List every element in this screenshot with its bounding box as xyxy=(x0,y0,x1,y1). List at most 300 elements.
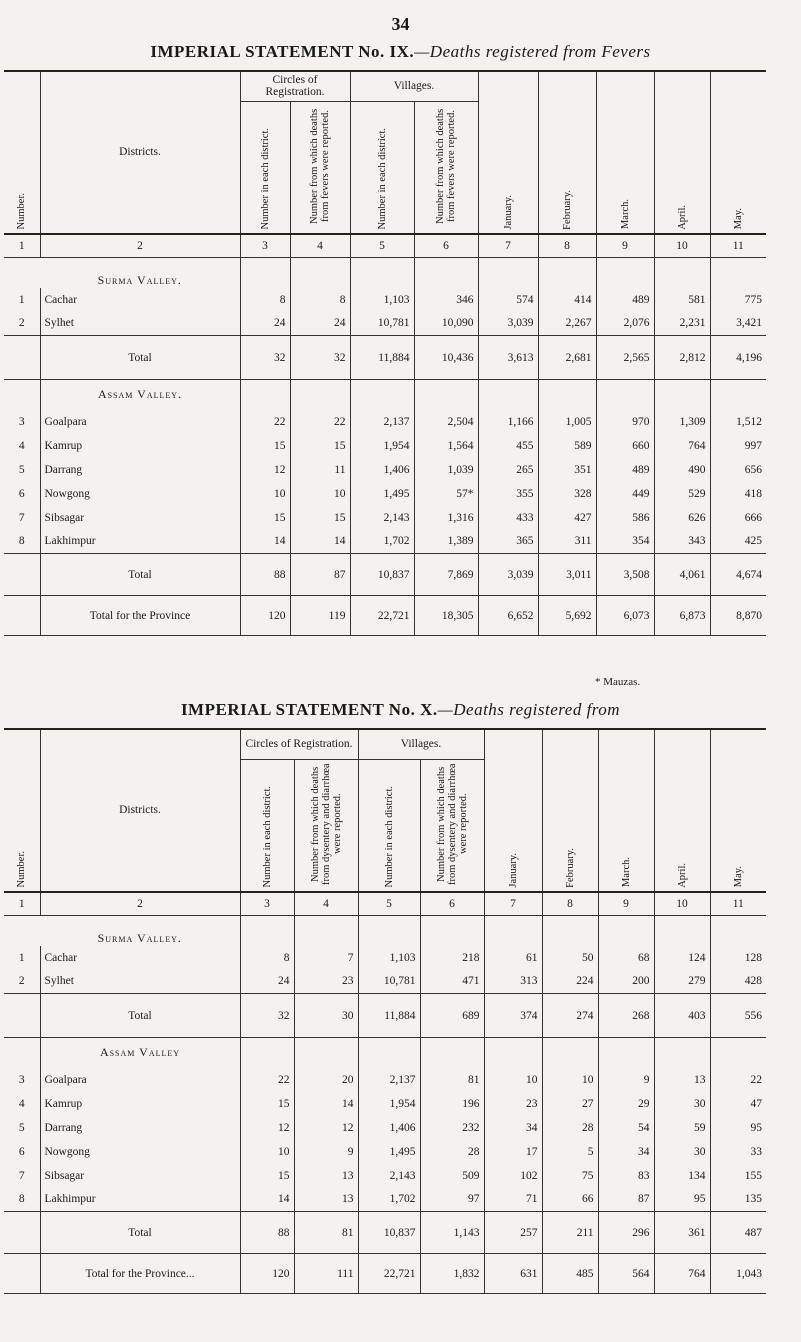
section-assam-valley: Assam Valley xyxy=(40,1038,240,1068)
cell-may: 666 xyxy=(710,506,766,530)
cell-c-rep: 81 xyxy=(294,1212,358,1254)
cell-apr: 134 xyxy=(654,1164,710,1188)
column-number: 2 xyxy=(40,892,240,916)
cell-c-rep: 24 xyxy=(290,312,350,336)
cell-feb: 2,267 xyxy=(538,312,596,336)
cell-feb: 589 xyxy=(538,434,596,458)
section-assam-valley: Assam Valley. xyxy=(40,380,240,410)
assam-total-row xyxy=(4,1212,766,1254)
cell-c-rep: 12 xyxy=(294,1116,358,1140)
column-number: 6 xyxy=(420,892,484,916)
cell-v-rep: 10,436 xyxy=(414,336,478,380)
row-number: 2 xyxy=(18,975,25,988)
cell-v-num: 1,406 xyxy=(358,1116,420,1140)
cell-c-rep: 13 xyxy=(294,1188,358,1212)
cell-may: 8,870 xyxy=(710,596,766,636)
cell-c-num: 14 xyxy=(240,1188,294,1212)
cell-feb: 211 xyxy=(542,1212,598,1254)
page-number: 34 xyxy=(391,14,410,34)
cell-mar: 489 xyxy=(596,458,654,482)
march-header: March. xyxy=(598,729,654,892)
column-number: 3 xyxy=(240,892,294,916)
cell-c-num: 24 xyxy=(240,970,294,994)
column-number: 8 xyxy=(542,892,598,916)
column-number: 10 xyxy=(654,234,710,258)
cell-v-num: 2,137 xyxy=(358,1068,420,1092)
surma-total-row xyxy=(4,336,766,380)
table-row xyxy=(4,1068,766,1092)
cell-c-num: 24 xyxy=(240,312,290,336)
cell-feb: 50 xyxy=(542,946,598,970)
cell-apr: 6,873 xyxy=(654,596,710,636)
cell-v-num: 2,143 xyxy=(350,506,414,530)
cell-feb: 427 xyxy=(538,506,596,530)
district-name: Sylhet xyxy=(40,970,240,994)
district-name: Lakhimpur xyxy=(40,1188,240,1212)
row-number: 5 xyxy=(18,1121,25,1134)
number-header: Number. xyxy=(16,851,28,888)
cell-mar: 6,073 xyxy=(596,596,654,636)
column-number: 7 xyxy=(478,234,538,258)
section-surma-valley: Surma Valley. xyxy=(97,930,182,945)
cell-apr: 2,812 xyxy=(654,336,710,380)
villages-reported-header: Number from which deaths from fevers were reported. xyxy=(414,101,478,234)
cell-jan: 6,652 xyxy=(478,596,538,636)
table-row xyxy=(4,434,766,458)
cell-v-num: 22,721 xyxy=(358,1254,420,1294)
column-number: 3 xyxy=(240,234,290,258)
cell-v-num: 11,884 xyxy=(350,336,414,380)
cell-feb: 2,681 xyxy=(538,336,596,380)
cell-v-num: 2,137 xyxy=(350,410,414,434)
cell-may: 22 xyxy=(710,1068,766,1092)
column-number: 8 xyxy=(538,234,596,258)
cell-feb: 27 xyxy=(542,1092,598,1116)
row-number: 2 xyxy=(18,317,25,330)
cell-feb: 485 xyxy=(542,1254,598,1294)
cell-jan: 257 xyxy=(484,1212,542,1254)
column-number: 5 xyxy=(358,892,420,916)
cell-feb: 5,692 xyxy=(538,596,596,636)
cell-mar: 660 xyxy=(596,434,654,458)
circles-reported-header: Number from which deaths from fevers were reported. xyxy=(290,101,350,234)
assam-total-row xyxy=(4,554,766,596)
cell-feb: 351 xyxy=(538,458,596,482)
districts-header: Districts. xyxy=(40,729,240,892)
villages-reported-header: Number from which deaths from dysentery and diarrhœa were reported. xyxy=(420,759,484,892)
cell-jan: 102 xyxy=(484,1164,542,1188)
april-header: April. xyxy=(654,71,710,234)
row-number: 8 xyxy=(18,535,25,548)
villages-number-header: Number in each district. xyxy=(358,759,420,892)
cell-jan: 455 xyxy=(478,434,538,458)
cell-c-num: 32 xyxy=(240,336,290,380)
cell-v-rep: 1,389 xyxy=(414,530,478,554)
column-number: 9 xyxy=(596,234,654,258)
cell-c-rep: 30 xyxy=(294,994,358,1038)
district-name: Sibsagar xyxy=(40,1164,240,1188)
table-row xyxy=(4,1140,766,1164)
cell-c-num: 15 xyxy=(240,506,290,530)
cell-c-num: 88 xyxy=(240,554,290,596)
cell-v-num: 1,495 xyxy=(358,1140,420,1164)
cell-v-rep: 218 xyxy=(420,946,484,970)
cell-v-rep: 1,564 xyxy=(414,434,478,458)
cell-v-rep: 232 xyxy=(420,1116,484,1140)
district-name: Nowgong xyxy=(40,1140,240,1164)
cell-v-rep: 7,869 xyxy=(414,554,478,596)
district-name: Darrang xyxy=(40,1116,240,1140)
row-number: 7 xyxy=(18,511,25,524)
cell-jan: 374 xyxy=(484,994,542,1038)
cell-c-num: 15 xyxy=(240,434,290,458)
cell-c-num: 10 xyxy=(240,1140,294,1164)
cell-may: 135 xyxy=(710,1188,766,1212)
cell-may: 128 xyxy=(710,946,766,970)
cell-v-num: 22,721 xyxy=(350,596,414,636)
cell-feb: 1,005 xyxy=(538,410,596,434)
cell-jan: 17 xyxy=(484,1140,542,1164)
january-header: January. xyxy=(484,729,542,892)
cell-feb: 328 xyxy=(538,482,596,506)
cell-feb: 414 xyxy=(538,288,596,312)
row-number: 1 xyxy=(18,293,25,306)
column-number: 10 xyxy=(654,892,710,916)
table-row xyxy=(4,288,766,312)
cell-c-rep: 111 xyxy=(294,1254,358,1294)
circles-reported-header: Number from which deaths from dysentery and diarrhœa were reported. xyxy=(294,759,358,892)
cell-apr: 529 xyxy=(654,482,710,506)
column-number: 11 xyxy=(710,234,766,258)
cell-apr: 279 xyxy=(654,970,710,994)
table-row xyxy=(4,482,766,506)
table-row xyxy=(4,970,766,994)
cell-jan: 61 xyxy=(484,946,542,970)
january-header: January. xyxy=(478,71,538,234)
district-name: Nowgong xyxy=(40,482,240,506)
column-number: 11 xyxy=(710,892,766,916)
cell-c-rep: 11 xyxy=(290,458,350,482)
district-name: Sylhet xyxy=(40,312,240,336)
cell-c-rep: 119 xyxy=(290,596,350,636)
cell-apr: 490 xyxy=(654,458,710,482)
cell-c-rep: 8 xyxy=(290,288,350,312)
column-number: 5 xyxy=(350,234,414,258)
cell-may: 47 xyxy=(710,1092,766,1116)
cell-mar: 268 xyxy=(598,994,654,1038)
column-number: 6 xyxy=(414,234,478,258)
cell-may: 95 xyxy=(710,1116,766,1140)
february-header: February. xyxy=(542,729,598,892)
cell-v-num: 2,143 xyxy=(358,1164,420,1188)
column-number-row xyxy=(4,892,766,916)
cell-jan: 34 xyxy=(484,1116,542,1140)
villages-group-header: Villages. xyxy=(350,71,478,101)
row-number: 3 xyxy=(18,415,25,428)
table-row xyxy=(4,1188,766,1212)
cell-apr: 30 xyxy=(654,1140,710,1164)
cell-v-num: 1,702 xyxy=(350,530,414,554)
cell-v-rep: 57* xyxy=(414,482,478,506)
cell-jan: 355 xyxy=(478,482,538,506)
cell-v-num: 1,954 xyxy=(358,1092,420,1116)
cell-mar: 9 xyxy=(598,1068,654,1092)
cell-feb: 224 xyxy=(542,970,598,994)
cell-jan: 71 xyxy=(484,1188,542,1212)
cell-mar: 200 xyxy=(598,970,654,994)
cell-c-num: 14 xyxy=(240,530,290,554)
cell-mar: 354 xyxy=(596,530,654,554)
cell-c-rep: 13 xyxy=(294,1164,358,1188)
cell-may: 418 xyxy=(710,482,766,506)
cell-jan: 3,039 xyxy=(478,312,538,336)
cell-apr: 764 xyxy=(654,434,710,458)
cell-v-rep: 346 xyxy=(414,288,478,312)
cell-apr: 403 xyxy=(654,994,710,1038)
cell-c-rep: 7 xyxy=(294,946,358,970)
statement-ix-table xyxy=(4,70,766,636)
table-row xyxy=(4,1092,766,1116)
cell-apr: 343 xyxy=(654,530,710,554)
villages-number-header: Number in each district. xyxy=(350,101,414,234)
cell-mar: 489 xyxy=(596,288,654,312)
district-name: Darrang xyxy=(40,458,240,482)
cell-mar: 68 xyxy=(598,946,654,970)
cell-mar: 87 xyxy=(598,1188,654,1212)
may-header: May. xyxy=(710,729,766,892)
cell-apr: 764 xyxy=(654,1254,710,1294)
cell-apr: 2,231 xyxy=(654,312,710,336)
table-row xyxy=(4,458,766,482)
row-number: 4 xyxy=(18,439,25,452)
cell-v-rep: 97 xyxy=(420,1188,484,1212)
total-label: Total xyxy=(40,994,240,1038)
cell-may: 428 xyxy=(710,970,766,994)
february-header: February. xyxy=(538,71,596,234)
cell-jan: 433 xyxy=(478,506,538,530)
cell-c-rep: 87 xyxy=(290,554,350,596)
cell-mar: 449 xyxy=(596,482,654,506)
cell-may: 4,674 xyxy=(710,554,766,596)
row-number: 1 xyxy=(18,951,25,964)
cell-c-rep: 14 xyxy=(290,530,350,554)
cell-v-num: 11,884 xyxy=(358,994,420,1038)
province-total-row xyxy=(4,596,766,636)
cell-v-num: 10,837 xyxy=(358,1212,420,1254)
cell-c-num: 8 xyxy=(240,946,294,970)
cell-jan: 365 xyxy=(478,530,538,554)
cell-may: 1,512 xyxy=(710,410,766,434)
cell-mar: 586 xyxy=(596,506,654,530)
cell-apr: 124 xyxy=(654,946,710,970)
cell-c-num: 32 xyxy=(240,994,294,1038)
april-header: April. xyxy=(654,729,710,892)
cell-v-rep: 28 xyxy=(420,1140,484,1164)
cell-c-num: 120 xyxy=(240,1254,294,1294)
cell-v-rep: 1,143 xyxy=(420,1212,484,1254)
row-number: 6 xyxy=(18,487,25,500)
cell-c-num: 15 xyxy=(240,1092,294,1116)
cell-v-rep: 1,832 xyxy=(420,1254,484,1294)
district-name: Cachar xyxy=(40,288,240,312)
footnote-mauzas: * Mauzas. xyxy=(595,676,641,688)
cell-may: 556 xyxy=(710,994,766,1038)
cell-feb: 311 xyxy=(538,530,596,554)
surma-total-row xyxy=(4,994,766,1038)
cell-mar: 2,076 xyxy=(596,312,654,336)
cell-v-num: 10,837 xyxy=(350,554,414,596)
cell-jan: 3,613 xyxy=(478,336,538,380)
cell-jan: 631 xyxy=(484,1254,542,1294)
district-name: Lakhimpur xyxy=(40,530,240,554)
cell-apr: 95 xyxy=(654,1188,710,1212)
cell-c-rep: 15 xyxy=(290,434,350,458)
cell-feb: 75 xyxy=(542,1164,598,1188)
column-number-row xyxy=(4,234,766,258)
districts-header: Districts. xyxy=(40,71,240,234)
row-number: 7 xyxy=(18,1169,25,1182)
cell-jan: 23 xyxy=(484,1092,542,1116)
cell-c-num: 12 xyxy=(240,458,290,482)
table-row xyxy=(4,530,766,554)
cell-apr: 581 xyxy=(654,288,710,312)
cell-c-num: 120 xyxy=(240,596,290,636)
cell-apr: 59 xyxy=(654,1116,710,1140)
cell-c-rep: 20 xyxy=(294,1068,358,1092)
column-number: 4 xyxy=(290,234,350,258)
cell-mar: 970 xyxy=(596,410,654,434)
cell-c-rep: 32 xyxy=(290,336,350,380)
cell-feb: 3,011 xyxy=(538,554,596,596)
cell-feb: 10 xyxy=(542,1068,598,1092)
total-label: Total xyxy=(40,554,240,596)
column-number: 1 xyxy=(18,897,25,910)
district-name: Goalpara xyxy=(40,410,240,434)
cell-v-rep: 1,039 xyxy=(414,458,478,482)
statement-x-title: IMPERIAL STATEMENT No. X.—Deaths registered from xyxy=(180,700,621,719)
row-number: 4 xyxy=(18,1097,25,1110)
cell-v-rep: 18,305 xyxy=(414,596,478,636)
total-label: Total for the Province xyxy=(40,596,240,636)
column-number: 2 xyxy=(40,234,240,258)
cell-v-num: 1,103 xyxy=(358,946,420,970)
march-header: March. xyxy=(596,71,654,234)
cell-v-rep: 689 xyxy=(420,994,484,1038)
statement-x-table xyxy=(4,728,766,1294)
section-surma-valley: Surma Valley. xyxy=(97,272,182,287)
cell-may: 425 xyxy=(710,530,766,554)
cell-jan: 10 xyxy=(484,1068,542,1092)
cell-mar: 29 xyxy=(598,1092,654,1116)
cell-apr: 30 xyxy=(654,1092,710,1116)
cell-c-rep: 14 xyxy=(294,1092,358,1116)
table-row xyxy=(4,946,766,970)
cell-apr: 361 xyxy=(654,1212,710,1254)
villages-group-header: Villages. xyxy=(358,729,484,759)
table-row xyxy=(4,1164,766,1188)
total-label: Total xyxy=(40,336,240,380)
cell-feb: 274 xyxy=(542,994,598,1038)
row-number: 3 xyxy=(18,1073,25,1086)
cell-c-rep: 22 xyxy=(290,410,350,434)
cell-c-rep: 10 xyxy=(290,482,350,506)
cell-c-rep: 23 xyxy=(294,970,358,994)
may-header: May. xyxy=(710,71,766,234)
circles-group-header: Circles of Registration. xyxy=(240,729,358,759)
cell-v-num: 10,781 xyxy=(350,312,414,336)
table-row xyxy=(4,312,766,336)
cell-v-num: 10,781 xyxy=(358,970,420,994)
cell-jan: 3,039 xyxy=(478,554,538,596)
cell-mar: 54 xyxy=(598,1116,654,1140)
cell-mar: 296 xyxy=(598,1212,654,1254)
cell-mar: 3,508 xyxy=(596,554,654,596)
cell-may: 997 xyxy=(710,434,766,458)
cell-mar: 564 xyxy=(598,1254,654,1294)
table-row xyxy=(4,410,766,434)
statement-ix-title: IMPERIAL STATEMENT No. IX.—Deaths registered from Fevers xyxy=(150,42,651,61)
cell-v-rep: 1,316 xyxy=(414,506,478,530)
cell-may: 775 xyxy=(710,288,766,312)
cell-mar: 2,565 xyxy=(596,336,654,380)
cell-c-num: 8 xyxy=(240,288,290,312)
cell-v-rep: 2,504 xyxy=(414,410,478,434)
total-label: Total for the Province... xyxy=(40,1254,240,1294)
table-row xyxy=(4,506,766,530)
cell-c-num: 88 xyxy=(240,1212,294,1254)
row-number: 6 xyxy=(18,1145,25,1158)
cell-c-rep: 15 xyxy=(290,506,350,530)
cell-v-rep: 81 xyxy=(420,1068,484,1092)
circles-group-header: Circles of Registration. xyxy=(240,71,350,101)
cell-feb: 28 xyxy=(542,1116,598,1140)
cell-may: 33 xyxy=(710,1140,766,1164)
table-row xyxy=(4,1116,766,1140)
cell-may: 487 xyxy=(710,1212,766,1254)
district-name: Sibsagar xyxy=(40,506,240,530)
cell-jan: 574 xyxy=(478,288,538,312)
cell-may: 3,421 xyxy=(710,312,766,336)
district-name: Kamrup xyxy=(40,1092,240,1116)
total-label: Total xyxy=(40,1212,240,1254)
cell-mar: 83 xyxy=(598,1164,654,1188)
cell-c-rep: 9 xyxy=(294,1140,358,1164)
district-name: Goalpara xyxy=(40,1068,240,1092)
cell-jan: 265 xyxy=(478,458,538,482)
cell-feb: 5 xyxy=(542,1140,598,1164)
cell-v-num: 1,702 xyxy=(358,1188,420,1212)
column-number: 9 xyxy=(598,892,654,916)
cell-c-num: 15 xyxy=(240,1164,294,1188)
cell-v-rep: 471 xyxy=(420,970,484,994)
cell-c-num: 22 xyxy=(240,410,290,434)
district-name: Cachar xyxy=(40,946,240,970)
row-number: 8 xyxy=(18,1193,25,1206)
column-number: 7 xyxy=(484,892,542,916)
cell-c-num: 10 xyxy=(240,482,290,506)
cell-v-num: 1,954 xyxy=(350,434,414,458)
cell-v-num: 1,495 xyxy=(350,482,414,506)
row-number: 5 xyxy=(18,463,25,476)
column-number: 1 xyxy=(18,239,25,252)
cell-v-num: 1,103 xyxy=(350,288,414,312)
cell-apr: 1,309 xyxy=(654,410,710,434)
cell-apr: 13 xyxy=(654,1068,710,1092)
cell-v-num: 1,406 xyxy=(350,458,414,482)
cell-apr: 626 xyxy=(654,506,710,530)
circles-number-header: Number in each district. xyxy=(240,101,290,234)
cell-v-rep: 10,090 xyxy=(414,312,478,336)
